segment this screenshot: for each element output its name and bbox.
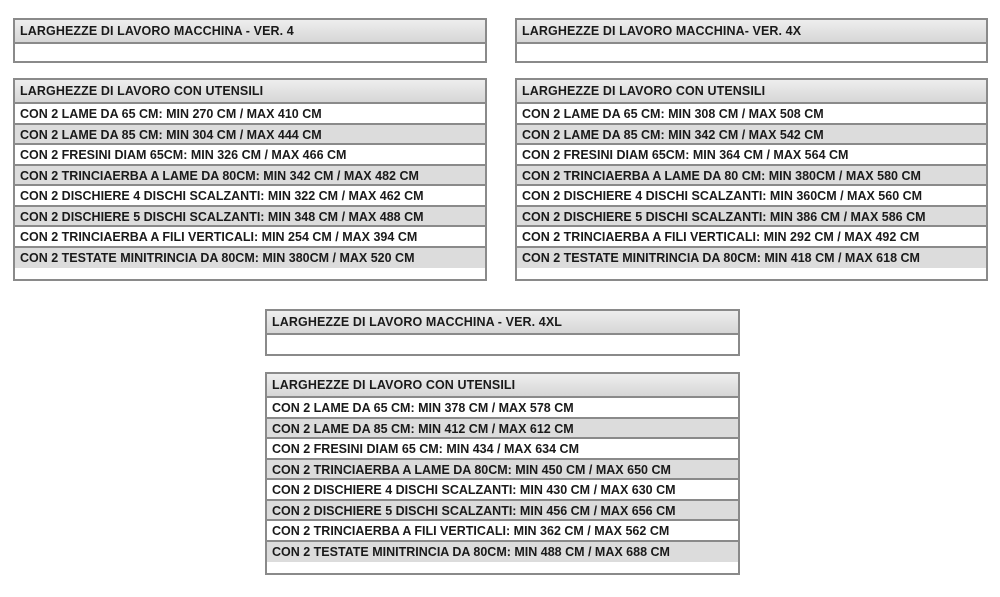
- table-row: CON 2 DISCHIERE 5 DISCHI SCALZANTI: MIN 456 CM / MAX 656 CM: [267, 501, 738, 522]
- table-row: CON 2 TESTATE MINITRINCIA DA 80CM: MIN 380CM / MAX 520 CM: [15, 248, 485, 269]
- table-row: CON 2 TRINCIAERBA A FILI VERTICALI: MIN 362 CM / MAX 562 CM: [267, 521, 738, 542]
- table-row: CON 2 LAME DA 85 CM: MIN 342 CM / MAX 542 CM: [517, 125, 986, 146]
- tools-table-v4-title: LARGHEZZE DI LAVORO CON UTENSILI: [15, 80, 485, 104]
- tools-table-v4: [13, 78, 487, 281]
- table-row: CON 2 LAME DA 65 CM: MIN 270 CM / MAX 410 CM: [15, 104, 485, 125]
- machine-table-v4-blank-row: [15, 44, 485, 61]
- table-row: CON 2 FRESINI DIAM 65CM: MIN 326 CM / MAX 466 CM: [15, 145, 485, 166]
- table-row: CON 2 DISCHIERE 5 DISCHI SCALZANTI: MIN 348 CM / MAX 488 CM: [15, 207, 485, 228]
- machine-table-v4: [13, 18, 487, 63]
- machine-table-v4-title: LARGHEZZE DI LAVORO MACCHINA - VER. 4: [15, 20, 485, 44]
- table-row: CON 2 TRINCIAERBA A LAME DA 80CM: MIN 450 CM / MAX 650 CM: [267, 460, 738, 481]
- machine-table-v4xl: [265, 309, 740, 356]
- table-row: CON 2 FRESINI DIAM 65CM: MIN 364 CM / MAX 564 CM: [517, 145, 986, 166]
- table-row: CON 2 TRINCIAERBA A LAME DA 80 CM: MIN 380CM / MAX 580 CM: [517, 166, 986, 187]
- table-row: CON 2 TRINCIAERBA A FILI VERTICALI: MIN 292 CM / MAX 492 CM: [517, 227, 986, 248]
- machine-table-v4x: [515, 18, 988, 63]
- tools-table-v4xl-title: LARGHEZZE DI LAVORO CON UTENSILI: [267, 374, 738, 398]
- machine-table-v4x-blank-row: [517, 44, 986, 61]
- table-row: CON 2 FRESINI DIAM 65 CM: MIN 434 / MAX 634 CM: [267, 439, 738, 460]
- machine-table-v4xl-title: LARGHEZZE DI LAVORO MACCHINA - VER. 4XL: [267, 311, 738, 335]
- table-row: CON 2 TESTATE MINITRINCIA DA 80CM: MIN 488 CM / MAX 688 CM: [267, 542, 738, 563]
- table-row: CON 2 LAME DA 85 CM: MIN 304 CM / MAX 444 CM: [15, 125, 485, 146]
- table-row: CON 2 TRINCIAERBA A LAME DA 80CM: MIN 342 CM / MAX 482 CM: [15, 166, 485, 187]
- table-row: CON 2 LAME DA 85 CM: MIN 412 CM / MAX 612 CM: [267, 419, 738, 440]
- table-row: CON 2 DISCHIERE 5 DISCHI SCALZANTI: MIN 386 CM / MAX 586 CM: [517, 207, 986, 228]
- tools-table-v4xl: [265, 372, 740, 575]
- table-row: CON 2 LAME DA 65 CM: MIN 378 CM / MAX 578 CM: [267, 398, 738, 419]
- tools-table-v4x-title: LARGHEZZE DI LAVORO CON UTENSILI: [517, 80, 986, 104]
- table-row: CON 2 DISCHIERE 4 DISCHI SCALZANTI: MIN 430 CM / MAX 630 CM: [267, 480, 738, 501]
- table-row: CON 2 DISCHIERE 4 DISCHI SCALZANTI: MIN 322 CM / MAX 462 CM: [15, 186, 485, 207]
- table-row: CON 2 DISCHIERE 4 DISCHI SCALZANTI: MIN 360CM / MAX 560 CM: [517, 186, 986, 207]
- table-row: CON 2 LAME DA 65 CM: MIN 308 CM / MAX 508 CM: [517, 104, 986, 125]
- tools-table-v4x: [515, 78, 988, 281]
- table-row: CON 2 TESTATE MINITRINCIA DA 80CM: MIN 418 CM / MAX 618 CM: [517, 248, 986, 269]
- table-row: CON 2 TRINCIAERBA A FILI VERTICALI: MIN 254 CM / MAX 394 CM: [15, 227, 485, 248]
- machine-table-v4xl-blank-row: [267, 335, 738, 352]
- machine-table-v4x-title: LARGHEZZE DI LAVORO MACCHINA- VER. 4X: [517, 20, 986, 44]
